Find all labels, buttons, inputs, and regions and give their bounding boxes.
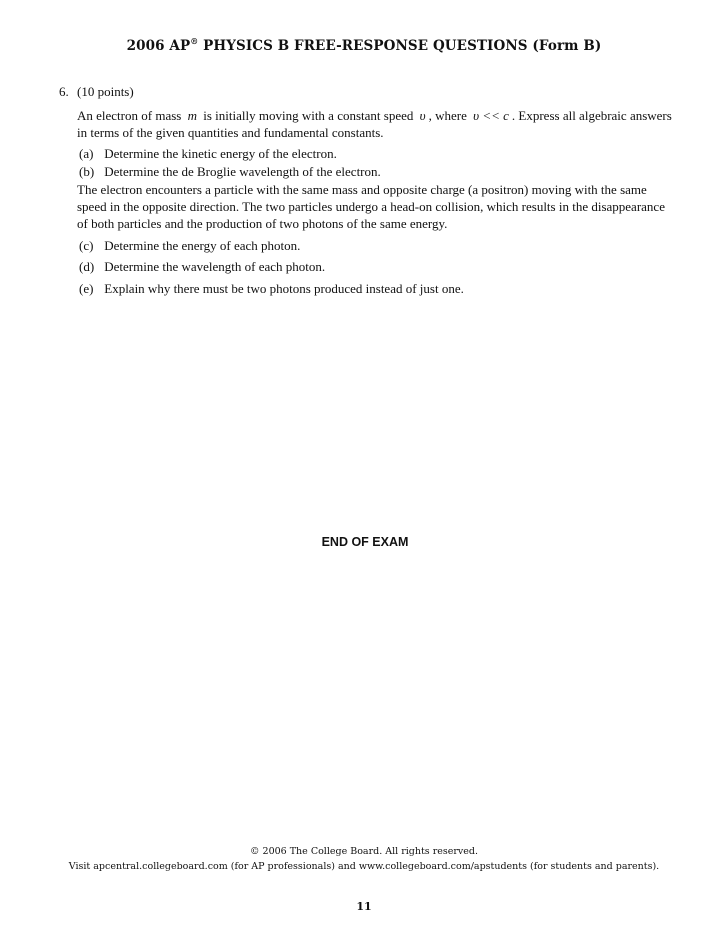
part-text: Determine the kinetic energy of the electron.: [104, 146, 337, 161]
part-label: (b): [79, 164, 95, 179]
registered-mark: ®: [190, 36, 199, 46]
intro-text-4: . Express all algebraic answers in terms of the given quantities and fundamental constants.: [77, 108, 672, 140]
part-text: Explain why there must be two photons produced instead of just one.: [104, 281, 464, 296]
intro-text-1: An electron of mass: [77, 108, 182, 123]
intro-text-3: , where: [428, 108, 467, 123]
part-text: Determine the wavelength of each photon.: [104, 259, 326, 274]
question-number: 6.: [59, 84, 69, 99]
visit-notice: Visit apcentral.collegeboard.com (for AP professionals) and www.collegeboard.com/apstudents (for students and parents).: [68, 861, 660, 872]
part-b: [79, 163, 381, 180]
part-e: [79, 280, 464, 297]
copyright-notice: © 2006 The College Board. All rights reserved.: [250, 846, 478, 857]
part-label: (c): [79, 238, 94, 253]
part-d: [79, 258, 325, 275]
part-c: [79, 237, 300, 254]
part-label: (e): [79, 281, 94, 296]
question-intro: [77, 107, 677, 141]
header-title-prefix: 2006 AP: [126, 38, 191, 54]
page-header: [0, 38, 728, 54]
intro-text-2: is initially moving with a constant speed: [203, 108, 414, 123]
speed-condition: υ << c: [473, 108, 509, 123]
header-title-suffix: PHYSICS B FREE-RESPONSE QUESTIONS (Form B): [198, 38, 602, 54]
end-of-exam-label: [0, 535, 728, 549]
part-a: [79, 145, 337, 162]
part-label: (a): [79, 146, 94, 161]
page-number: 11: [356, 900, 372, 913]
speed-variable: υ: [419, 108, 426, 123]
mass-variable: m: [187, 108, 197, 123]
part-text: Determine the de Broglie wavelength of the electron.: [104, 164, 381, 179]
collision-scenario: The electron encounters a particle with the same mass and opposite charge (a positron) moving with the same speed in the opposite direction. The two particles undergo a head-on collision, which results in the disappearance of both particles and the production of two photons of the same energy.: [77, 182, 665, 231]
part-text: Determine the energy of each photon.: [104, 238, 301, 253]
end-of-exam-text: END OF EXAM: [321, 535, 409, 549]
question-points: (10 points): [77, 84, 134, 99]
part-label: (d): [79, 259, 95, 274]
